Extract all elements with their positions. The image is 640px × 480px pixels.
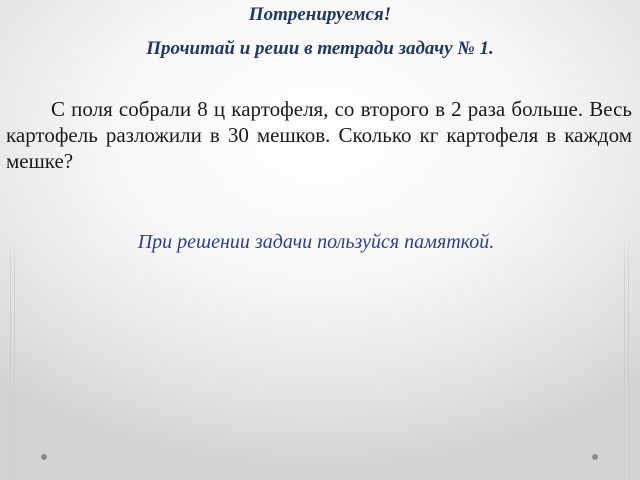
slide-subtitle: Прочитай и реши в тетради задачу № 1. — [146, 38, 494, 59]
decorative-line-left-inner — [14, 234, 15, 480]
decorative-dot-right-icon — [592, 454, 598, 460]
hint-text: При решении задачи пользуйся памяткой. — [137, 231, 495, 253]
decorative-line-left-outer — [10, 234, 11, 480]
decorative-dot-left-icon — [41, 454, 47, 460]
decorative-line-right-inner — [624, 234, 625, 480]
decorative-line-right-outer — [628, 234, 629, 480]
problem-text: С поля собрали 8 ц картофеля, со второго в 2 раза больше. Весь картофель разложили в 30 мешков. Сколько кг картофеля в каждом мешке? — [6, 97, 632, 173]
slide-title: Потренируемся! — [248, 4, 392, 25]
